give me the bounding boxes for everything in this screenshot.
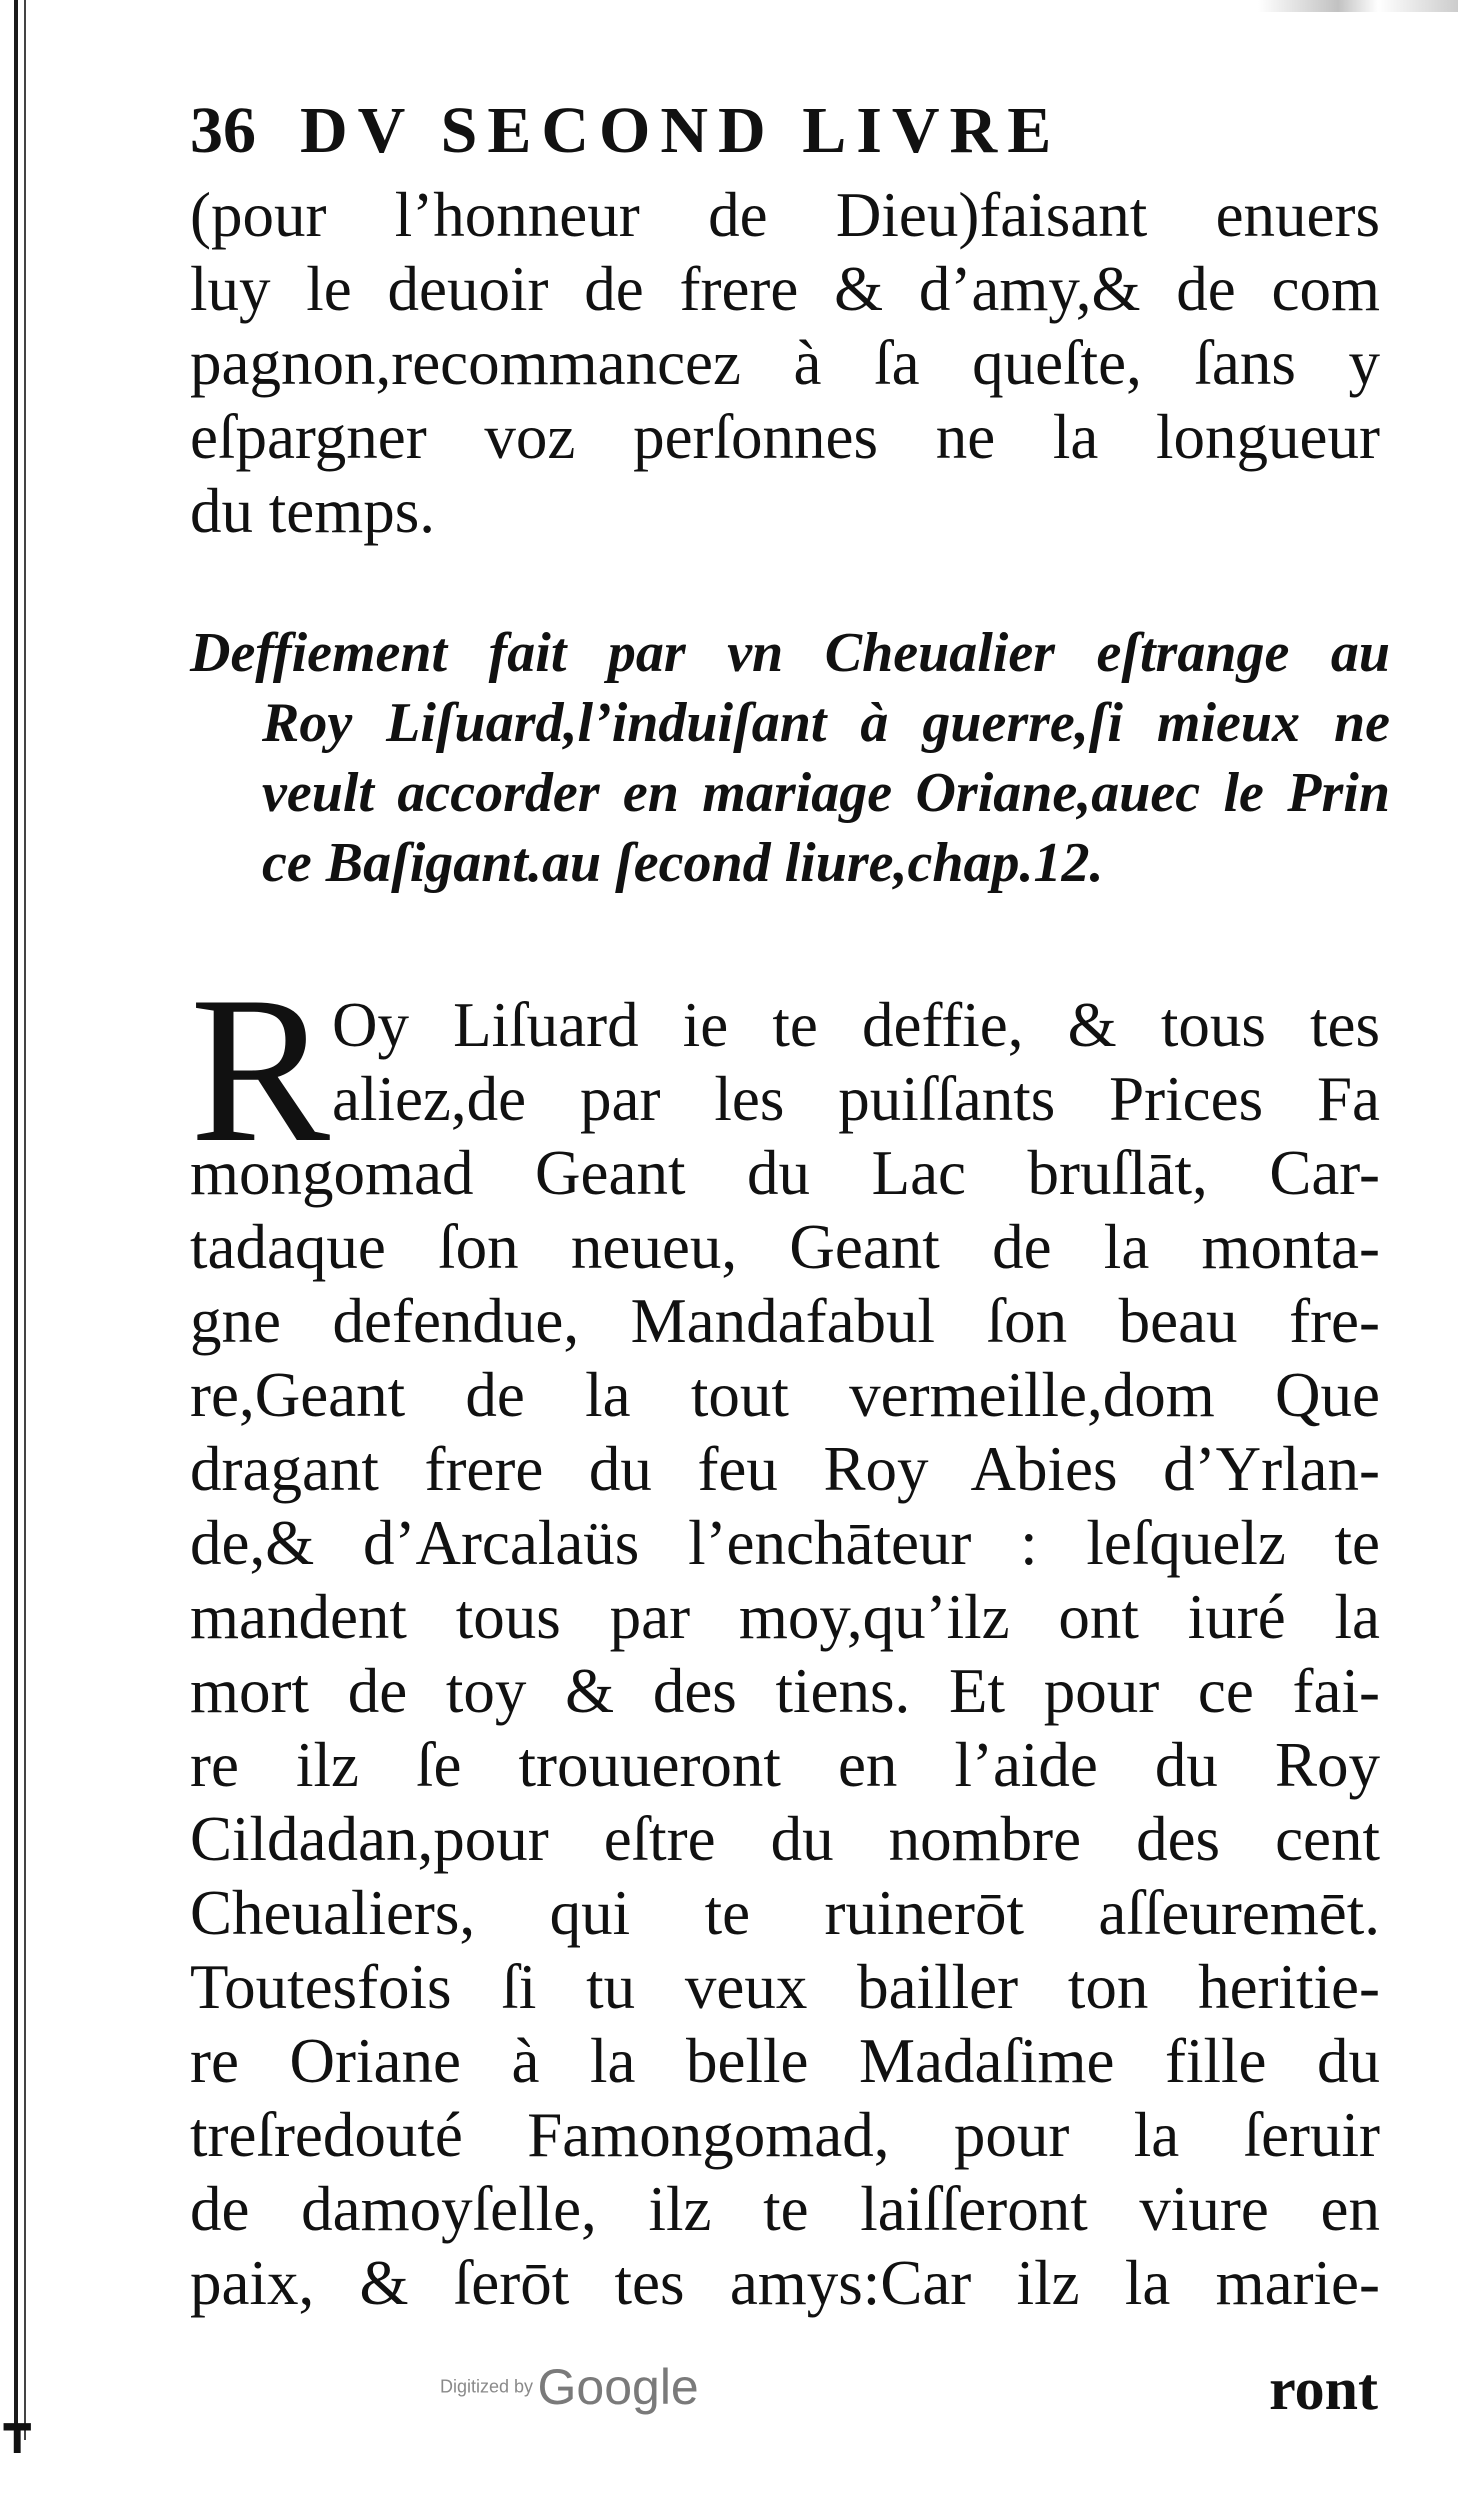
text-line: de damoyſelle, ilz te laiſſeront viure en <box>190 2174 1380 2244</box>
text-line: mort de toy & des tiens. Et pour ce fai- <box>190 1656 1380 1726</box>
text-line: tadaque ſon neueu, Geant de la monta- <box>190 1212 1380 1282</box>
catchword: ront <box>1269 2356 1378 2422</box>
page-edge-rule <box>14 0 18 2440</box>
running-title: DV SECOND LIVRE <box>300 94 1062 167</box>
summary-line: Roy Liſuard,l’induiſant à guerre,ſi mieux ne <box>262 692 1390 754</box>
text-line: du temps. <box>190 476 435 546</box>
text-line: paix, & ſerōt tes amys:Car ilz la marie- <box>190 2248 1380 2318</box>
text-line: de,& d’Arcalaüs l’enchāteur : leſquelz te <box>190 1508 1380 1578</box>
text-line: (pour l’honneur de Dieu)faisant enuers <box>190 180 1380 250</box>
text-line: Cheualiers, qui te ruinerōt aſſeuremēt. <box>190 1878 1380 1948</box>
page-edge-rule-inner <box>24 0 26 2440</box>
text-line: aliez,de par les puiſſants Prices Fa <box>332 1064 1380 1134</box>
text-line: re Oriane à la belle Madaſime fille du <box>190 2026 1380 2096</box>
text-line: luy le deuoir de frere & d’amy,& de com <box>190 254 1380 324</box>
summary-line: veult accorder en mariage Oriane,auec le Prin <box>262 762 1390 824</box>
text-line: treſredouté Famongomad, pour la ſeruir <box>190 2100 1380 2170</box>
page-header <box>190 86 1370 176</box>
google-logo: Google <box>537 2359 699 2415</box>
text-line: mandent tous par moy,qu’ilz ont iuré la <box>190 1582 1380 1652</box>
page-number: 36 <box>190 94 256 167</box>
text-line: Cildadan,pour eſtre du nombre des cent <box>190 1804 1380 1874</box>
text-line: pagnon,recommancez à ſa queſte, ſans y <box>190 328 1380 398</box>
text-line: gne defendue, Mandafabul ſon beau fre- <box>190 1286 1380 1356</box>
text-line: Toutesfois ſi tu veux bailler ton heritie- <box>190 1952 1380 2022</box>
text-line: Oy Liſuard ie te deffie, & tous tes <box>332 990 1380 1060</box>
drop-cap: R <box>190 954 331 1186</box>
text-line: re,Geant de la tout vermeille,dom Que <box>190 1360 1380 1430</box>
digitized-watermark <box>440 2358 699 2416</box>
scan-smudge <box>1258 0 1458 12</box>
summary-line: ce Baſigant.au ſecond liure,chap.12. <box>262 832 1104 894</box>
margin-mark-icon: ┳ <box>4 2402 31 2453</box>
text-line: re ilz ſe trouueront en l’aide du Roy <box>190 1730 1380 1800</box>
text-line: mongomad Geant du Lac bruſlāt, Car- <box>190 1138 1380 1208</box>
summary-line: Deffiement fait par vn Cheualier eſtrange au <box>190 622 1390 684</box>
text-line: dragant frere du feu Roy Abies d’Yrlan- <box>190 1434 1380 1504</box>
watermark-small-text: Digitized by <box>440 2376 534 2397</box>
text-line: eſpargner voz perſonnes ne la longueur <box>190 402 1380 472</box>
